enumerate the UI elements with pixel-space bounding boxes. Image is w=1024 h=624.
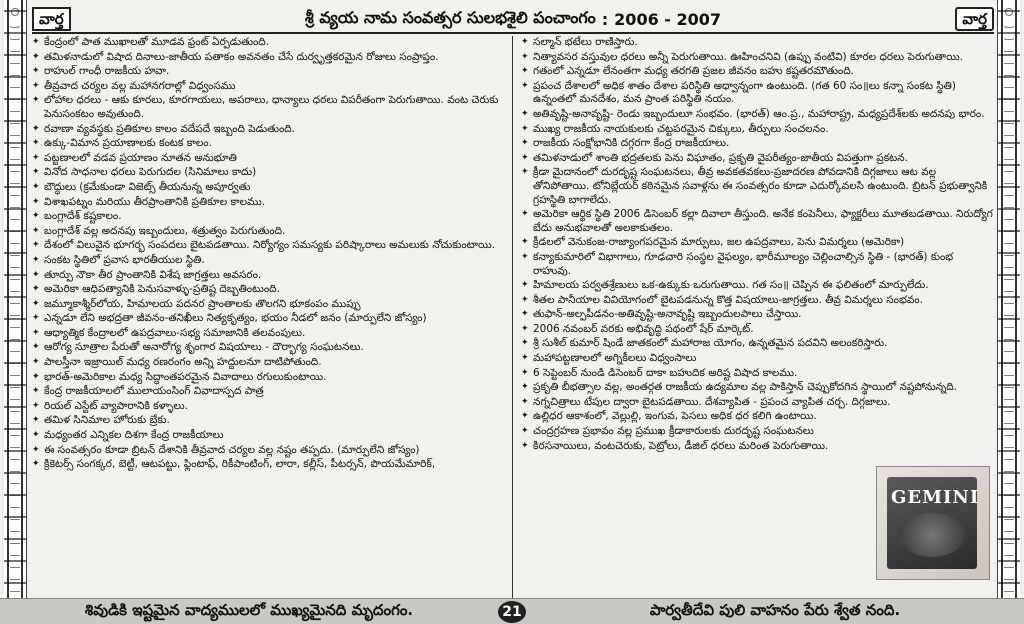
list-item-text: అతివృష్టి-అనావృష్టి- రెండు ఇబ్బందులూ సంభవం. (భారత్) ఆం.ప్ర., మహారాష్ట్ర, మధ్యప్రదేశ్‌లకు అదనపు భారం. [533,107,985,120]
list-item-text: క్రికెటర్స్ సంగక్కర, బెట్టీ, ఆటపట్టు, ఫ్లింటాఫ్, రికీపాంటింగ్, లారా, కల్లీస్, పీటర్సన్, పొయమేమారిక్, [44,458,436,471]
bullet-icon: ✦ [32,152,40,163]
list-item-text: తుఫాన్-అల్పపీడనం-అతివృష్టి-అనావృష్టి ఇబ్బందులపాలు చేస్తాయి. [533,308,802,321]
list-item-text: కన్యాకుమారిలో విభాగాలు, గూఢచారి సంస్థల వైఫల్యం, భారీమూల్యం చెల్లించాల్సిన స్థితి - (భారత్) కుంభ రాహువు. [533,250,954,277]
bullet-icon: ✦ [521,108,529,119]
right-decorative-border [997,0,1020,598]
list-item [32,210,504,224]
bullet-icon: ✦ [521,280,529,291]
list-item-text: సంకట స్థితిలో ప్రవాస భారతీయుల స్థితి. [44,253,205,266]
bullet-icon: ✦ [521,440,529,451]
bullet-icon: ✦ [521,251,529,262]
bullet-icon: ✦ [32,123,40,134]
list-item-text: 6 సెప్టెంబర్ నుండి డిసెంబర్ దాకా బహుదిక అరిష్ట విషాద కాలము. [533,366,798,379]
list-item [521,294,994,308]
page-footer [0,598,1024,624]
product-art [899,513,965,557]
bullet-icon: ✦ [32,95,40,106]
right-prediction-list [521,36,994,453]
list-item-text: బంగ్లాదేశ్ కష్టకాలం. [44,210,122,223]
bullet-icon: ✦ [32,196,40,207]
list-item-text: తమిళ సినిమాల హోరుకు బ్రేకు. [44,414,170,427]
list-item-text: బౌద్ధులు (క్రమేకుండా విజెట్స్ తీయనున్న అపూర్వతు [44,180,251,193]
bullet-icon: ✦ [521,338,529,349]
list-item-text: ఎన్నడూ లేని అభద్రతా జీవనం-తనిఖీలు నిత్యకృత్యం, భయం నీడలో జనం (మార్పులేని జోస్యం) [44,312,427,325]
list-item [521,337,994,351]
bullet-icon: ✦ [32,430,40,441]
list-item [521,308,994,322]
bullet-icon: ✦ [32,415,40,426]
list-item-text: రాహుల్ గాంధీ రాజకీయ హవా. [44,65,170,78]
list-item [521,367,994,381]
list-item [32,80,504,94]
bullet-icon: ✦ [32,80,40,91]
list-item [32,181,504,195]
list-item-text: బంగ్లాదేశ్ వల్ల అదనపు ఇబ్బందులు, శత్రుత్వం పెరుగుతుంది. [44,224,286,237]
bullet-icon: ✦ [32,371,40,382]
list-item [32,385,504,399]
list-item [32,123,504,137]
list-item-text: రియల్ ఎస్టేట్ వ్యాపారానికి కళ్ళాలు. [44,399,188,412]
list-item [32,166,504,180]
bullet-icon: ✦ [521,323,529,334]
list-item [32,444,504,458]
list-item [521,152,994,166]
list-item-text: లోహాల ధరలు - ఆకు కూరలు, కూరగాయలు, అపరాలు, ధాన్యాలు ధరలు విపరీతంగా పెరుగుతాయి. వంట చెరుకు పెనుసంకటం అవుతుంది. [44,94,499,120]
bullet-icon: ✦ [521,353,529,364]
list-item-text: కేంద్రంలో పాత ముఖాలతో మూడవ ఫ్రంట్ ఏర్పడుతుంది. [44,36,270,48]
bullet-icon: ✦ [521,411,529,422]
list-item [32,458,504,472]
list-item-text: ప్రపంచ దేశాలలో అధిక శాతం దేశాల పరిస్థితి అధ్వాన్నంగా ఉంటుంది. (గత 60 సం॥లు కన్నా సంకట స్థితి) ఉన్నంతలో మనదేశం, మన ప్రాంత పరిస్థితి నయం. [533,79,956,106]
list-item [32,36,504,50]
list-item-text: పాలస్తీనా ఇజ్రాయిల్ మధ్య రణరంగం అన్ని హద్దులనూ దాటిపోతుంది. [44,356,322,369]
list-item [521,396,994,410]
list-item [521,51,994,65]
list-item [521,65,994,79]
bullet-icon: ✦ [32,386,40,397]
list-item [521,381,994,395]
list-item-text: ఉక్కు-విమాన ప్రయాణాలకు కంటక కాలం. [44,137,212,150]
bullet-icon: ✦ [521,382,529,393]
list-item [32,196,504,210]
list-item-text: నగ్నచిత్రాలు టేపుల ద్వారా బైటపడతాయి. దేశవ్యాపిత - ప్రపంచ వ్యాపిత చర్చ. దిగ్గజాలు. [533,395,891,408]
bullet-icon: ✦ [521,152,529,163]
bullet-icon: ✦ [521,51,529,62]
bullet-icon: ✦ [521,167,529,178]
bullet-icon: ✦ [32,51,40,62]
list-item [32,356,504,370]
list-item [32,371,504,385]
left-decorative-border [4,0,27,598]
list-item [521,352,994,366]
list-item [32,137,504,151]
list-item-text: గతంలో ఎన్నడూ లేనంతగా మధ్య తరగతి ప్రజల జీవనం బహు కష్టతరమౌతుంది. [533,65,854,78]
content-area [32,36,994,598]
list-item [521,123,994,137]
list-item-text: మధ్యంతర ఎన్నికల దిశగా కేంద్ర రాజకీయాలు [44,429,224,442]
list-item [521,410,994,424]
list-item [32,312,504,326]
list-item-text: పట్టణాలలో వడవ ప్రయాణం నూతన అనుభూతి [44,151,237,164]
bullet-icon: ✦ [32,167,40,178]
list-item-text: తీవ్రవాద చర్యల వల్ల మహానగరాల్లో విధ్వంసము [44,79,236,92]
list-item [521,108,994,122]
list-item [32,341,504,355]
list-item [32,94,504,121]
list-item-text: రాజకీయ సంక్షోభానికి దగ్గరగా కేంద్ర రాజకీయాలు. [533,137,730,150]
list-item [32,51,504,65]
bullet-icon: ✦ [521,138,529,149]
page-header [32,6,994,34]
list-item-text: తమిళనాడులో శాంతి భద్రతలకు పెను విఘాతం, ప్రకృతి వైపరీత్యం-జాతీయ విపత్తుగా ప్రకటన. [533,151,908,164]
list-item-text: చంద్రగ్రహణ ప్రభావం వల్ల ప్రముఖ క్రీడాకారులకు దురదృష్ట సంఘటనలు [533,425,814,438]
list-item [32,414,504,428]
list-item [32,429,504,443]
list-item [32,298,504,312]
list-item [521,166,994,207]
list-item-text: ఆధ్యాత్మిక కేంద్రాలలో ఉపద్రవాలు-సభ్య సమాజానికి తలవంపులు. [44,326,306,339]
bullet-icon: ✦ [521,426,529,437]
bullet-icon: ✦ [521,80,529,91]
list-item-text: దేశంలో విలువైన భూగర్భ సంపదలు బైటపడతాయి. నిర్యోగ్యం సమస్యకు పరిష్కారాలు అమలుకు నోచుకుంటాయి. [44,239,495,252]
title-years: 2006 - 2007 [614,9,722,29]
ad-brand: GEMINI [891,487,980,508]
logo-left: వార్త [32,7,71,31]
list-item-text: మహాపట్టణాలలో అగ్నికీలలు విధ్వంసాలు [533,352,697,365]
bullet-icon: ✦ [32,181,40,192]
bullet-icon: ✦ [32,327,40,338]
bullet-icon: ✦ [32,269,40,280]
list-item-text: శ్రీ సుశీల్ కుమార్ షిండే జాతకంలో మహారాజ యోగం, ఉన్నతమైన పదవిని అలంకరిస్తారు. [533,337,888,350]
bullet-icon: ✦ [521,396,529,407]
list-item-text: 2006 నవంబర్ వరకు అభివృద్ధి పథంలో షేర్ మార్కెట్. [533,322,754,335]
list-item [32,152,504,166]
list-item-text: ఈ సంవత్సరం కూడా బ్రిటన్ దేశానికి తీవ్రవాద చర్యల వల్ల నష్టం తప్పదు. (మార్పులేని జోస్యం) [44,443,420,456]
list-item-text: ప్రకృతి బీభత్సాల వల్ల, అంతర్గత రాజకీయ ఉద్యమాల వల్ల పాకిస్తాన్ చెప్పుకోదగిన స్థాయిలో నష్టపోనున్నది. [533,381,957,394]
list-item [521,208,994,235]
bullet-icon: ✦ [32,313,40,324]
bullet-icon: ✦ [521,367,529,378]
list-item-text: కిరసనాయిలు, వంటచెరుకు, పెట్రోలు, డీజిల్ ధరలు మరింత పెరుగుతాయి. [533,439,829,452]
list-item-text: రవాణా వ్యవస్థకు ప్రతికూల కాలం వదేపదే ఇబ్బంది పెడుతుంది. [44,122,296,135]
title-text: శ్రీ వ్యయ నామ సంవత్సర సులభశైలి పంచాంగం [304,7,596,27]
list-item [521,440,994,454]
left-column [32,36,513,598]
bullet-icon: ✦ [521,37,529,47]
page-number: 21 [498,601,526,623]
list-item-text: హిమాలయ పర్వతశ్రేణులు ఒక-ఉక్కుకు ఒరుగుతాయి. గత సం॥ చెప్పిన ఈ ఫలితంలో మార్పులేదు. [533,279,929,292]
list-item-text: తమిళనాడులో విషాద దినాలు-జాతీయ పతాకం అవనతం చేసే దుర్వృత్తకరమైన రోజులు సంప్రాప్తం. [44,50,439,63]
list-item [521,279,994,293]
list-item [521,80,994,107]
bullet-icon: ✦ [521,209,529,220]
bullet-icon: ✦ [521,309,529,320]
list-item [521,425,994,439]
list-item-text: సల్మాన్ భటేలు రాణిస్తారు. [533,36,638,48]
footer-left-text: శివుడికి ఇష్టమైన వాద్యములలో ముఖ్యమైనది మృదంగం. [84,600,414,619]
gemini-advertisement [876,466,990,580]
bullet-icon: ✦ [32,400,40,411]
list-item [32,400,504,414]
list-item-text: విశాఖపట్నం మరియు తీరప్రాంతానికి ప్రతికూల కాలము. [44,195,266,208]
bullet-icon: ✦ [521,294,529,305]
bullet-icon: ✦ [32,284,40,295]
list-item-text: వినోద సాధనాల ధరలు పెరుగుదల (సినిమాలు కాదు) [44,166,257,179]
list-item [32,283,504,297]
bullet-icon: ✦ [521,123,529,134]
list-item-text: అమెరికా ఆధిపత్యానికి పెనుసవాళ్ళు-ప్రతిష్ట దెబ్బతింటుంది. [44,283,280,296]
list-item [521,251,994,278]
list-item [521,323,994,337]
bullet-icon: ✦ [32,211,40,222]
bullet-icon: ✦ [32,444,40,455]
bullet-icon: ✦ [32,240,40,251]
list-item [32,65,504,79]
list-item [521,236,994,250]
footer-right-text: పార్వతీదేవి పులి వాహనం పేరు శ్వేత నంది. [649,600,901,619]
list-item-text: శీతల పానీయాల వివియోగంలో బైటపడనున్న కొత్త విషయాలు-జాగ్రత్తలు. తీవ్ర విమర్శలు సంభవం. [533,293,923,306]
bullet-icon: ✦ [32,66,40,77]
right-column [513,36,994,598]
bullet-icon: ✦ [32,138,40,149]
bullet-icon: ✦ [32,357,40,368]
list-item-text: అమెరికా ఆర్థిక స్థితి 2006 డిసెంబర్ కల్లా దివాలా తీస్తుంది. అనేక కంపెనీలు, ఫ్యాక్టరీలు మూతబడతాయి. నిరుద్యోగ బేదు అనుభవాలతో అలకాకుతలం. [533,208,993,234]
list-item-text: ముఖ్య రాజకీయ నాయకులకు చట్టపరమైన చిక్కులు, తీర్పులు సంచలనం. [533,122,829,135]
bullet-icon: ✦ [32,342,40,353]
list-item-text: క్రీడా మైదానంలో దురదృష్ట సంఘటనలు, తీవ్ర అవకతవకలు-ప్రజాదరణ పోవడానికి దిగ్గజాలు ఆట వల్ల తోనిపోతాయి. టోనిబ్లేయర్ కఠినమైన సవాళ్లను ఈ సంవత్సరం కూడా ఎదుర్కోవలసి ఉంటుంది. బ్రిటన్ ప్రభుత్వానికి గ్రహస్థితి బాగాలేదు. [533,166,988,206]
bullet-icon: ✦ [32,37,40,47]
list-item-text: కేంద్ర రాజకీయాలలో ములాయంసింగ్ వివాదాస్పద పాత్ర [44,385,264,398]
list-item-text: తూర్పు నౌకా తీర ప్రాంతానికి విశేష జాగ్రత్తలు అవసరం. [44,268,262,281]
list-item-text: క్రీడలలో వెనుకంజ-రాజ్యాంగపరమైన మార్పులు, జల ఉపద్రవాలు, పెను విమర్శలు (అమెరికా) [533,236,905,249]
list-item-text: ఆరోగ్య సూత్రాల పేరుతో అనారోగ్య శృంగార విషయాలు - దౌర్భాగ్య సంఘటనలు. [44,341,364,354]
list-item [32,269,504,283]
logo-right: వార్త [955,7,994,31]
bullet-icon: ✦ [521,237,529,248]
bullet-icon: ✦ [32,225,40,236]
bullet-icon: ✦ [521,66,529,77]
list-item [32,225,504,239]
list-item-text: భారత్-అమెరికాల మధ్య సిద్ధాంతపరమైన వివాదాలు రగులుకుంటాయి. [44,370,327,383]
list-item-text: నిత్యావసర వస్తువుల ధరలు అన్నీ పెరుగుతాయి. ఊహించనివి (ఉప్పు వంటివి) కూరల ధరలు పెరుగుతాయి. [533,50,963,63]
bullet-icon: ✦ [32,254,40,265]
list-item [32,327,504,341]
left-prediction-list [32,36,504,472]
bullet-icon: ✦ [32,459,40,470]
page-title: శ్రీ వ్యయ నామ సంవత్సర సులభశైలి పంచాంగం : 2006 - 2007 [304,7,722,29]
bullet-icon: ✦ [32,298,40,309]
list-item-text: జమ్మూకాశ్మీర్‌లోయ, హిమాలయ పదనర ప్రాంతాలకు తొలగని భూకంపం ముప్పు [44,297,361,310]
list-item [32,254,504,268]
list-item [521,36,994,50]
list-item-text: ఉల్లిధర ఆకాశంలో, వెల్లుల్లి, ఇంగువ, పెసలు అధిక ధర కలిగి ఉంటాయి. [533,410,817,423]
list-item [521,137,994,151]
list-item [32,239,504,253]
